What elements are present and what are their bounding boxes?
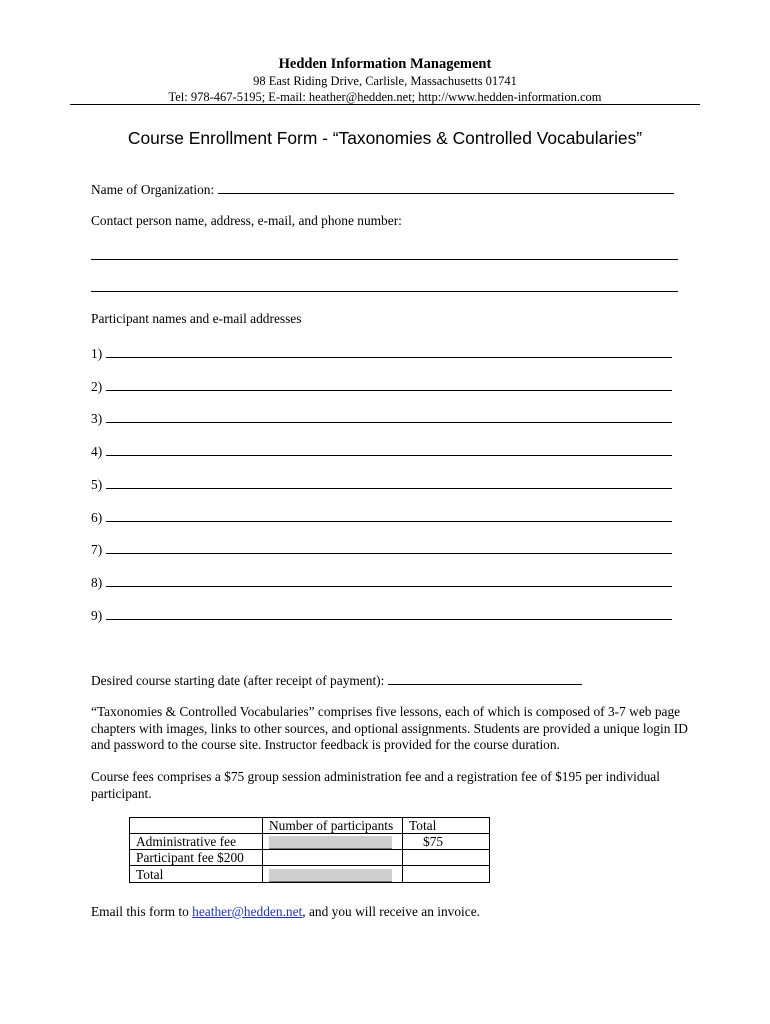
participant-row	[91, 508, 672, 526]
start-date-row	[91, 671, 582, 689]
email-link[interactable]: heather@hedden.net	[192, 904, 303, 919]
fee-table-row	[130, 850, 490, 866]
grand-total-cell	[403, 866, 490, 882]
email-instruction-suffix: , and you will receive an invoice.	[302, 904, 481, 919]
participant-field[interactable]	[106, 540, 672, 554]
fee-table-total-header: Total	[403, 818, 490, 834]
participant-field[interactable]	[106, 442, 672, 456]
fee-table-row	[130, 866, 490, 882]
organization-field[interactable]	[218, 180, 674, 194]
participant-row	[91, 442, 672, 460]
participant-number: 7)	[91, 542, 103, 557]
participant-row	[91, 606, 672, 624]
participant-fee-total-cell	[403, 850, 490, 866]
participant-field[interactable]	[106, 606, 672, 620]
participant-number: 8)	[91, 575, 103, 590]
participant-row	[91, 573, 672, 591]
participant-number: 1)	[91, 346, 103, 361]
admin-participants-field[interactable]	[269, 836, 392, 849]
participant-number: 2)	[91, 379, 103, 394]
participant-field[interactable]	[106, 475, 672, 489]
header-divider	[70, 104, 700, 105]
participant-field[interactable]	[106, 508, 672, 522]
total-participants-field[interactable]	[269, 869, 392, 882]
fee-table-participants-header: Number of participants	[263, 818, 403, 834]
total-label: Total	[130, 866, 263, 882]
admin-fee-label: Administrative fee	[130, 834, 263, 850]
participant-row	[91, 409, 672, 427]
participant-number: 9)	[91, 608, 103, 623]
participant-row	[91, 344, 672, 362]
total-participants-cell	[263, 866, 403, 882]
participant-number: 4)	[91, 444, 103, 459]
fee-table-row	[130, 834, 490, 850]
fee-table-header-row	[130, 818, 490, 834]
participant-number: 6)	[91, 510, 103, 525]
company-contact: Tel: 978-467-5195; E-mail: heather@hedden.net; http://www.hedden-information.com	[168, 90, 602, 104]
contact-row-1	[91, 246, 678, 264]
admin-participants-cell	[263, 834, 403, 850]
organization-row	[91, 180, 674, 198]
participant-row	[91, 540, 672, 558]
participant-row	[91, 475, 672, 493]
participant-row	[91, 377, 672, 395]
email-instruction-prefix: Email this form to	[91, 904, 193, 919]
start-date-field[interactable]	[388, 671, 582, 685]
participant-field[interactable]	[106, 573, 672, 587]
participant-number: 3)	[91, 411, 103, 426]
admin-fee-total: $75	[403, 834, 490, 850]
contact-label: Contact person name, address, e-mail, and phone number:	[91, 213, 402, 228]
contact-field-1[interactable]	[91, 246, 678, 260]
participant-number: 5)	[91, 477, 103, 492]
fee-table-empty-cell	[130, 818, 263, 834]
participant-fee-participants-cell	[263, 850, 403, 866]
company-address: 98 East Riding Drive, Carlisle, Massachusetts 01741	[253, 74, 517, 88]
participants-label: Participant names and e-mail addresses	[91, 311, 302, 326]
course-description: “Taxonomies & Controlled Vocabularies” comprises five lessons, each of which is composed of 3-7 web page chapters with images, links to other sources, and optional assignments. Students are provided a unique login ID and password to the course site. Instructor feedback is provided for the course duration.	[91, 704, 688, 752]
contact-field-2[interactable]	[91, 278, 678, 292]
start-date-label: Desired course starting date (after receipt of payment):	[91, 673, 385, 688]
participant-field[interactable]	[106, 377, 672, 391]
organization-label: Name of Organization:	[91, 182, 215, 197]
fee-table	[129, 817, 490, 883]
contact-row-2	[91, 278, 678, 296]
company-name: Hedden Information Management	[278, 56, 492, 72]
form-title: Course Enrollment Form - “Taxonomies & Controlled Vocabularies”	[127, 128, 643, 148]
participant-fee-label: Participant fee $200	[130, 850, 263, 866]
fees-description: Course fees comprises a $75 group session administration fee and a registration fee of $195 per individual participant.	[91, 769, 660, 801]
email-instruction	[91, 904, 480, 920]
participant-field[interactable]	[106, 344, 672, 358]
participant-field[interactable]	[106, 409, 672, 423]
